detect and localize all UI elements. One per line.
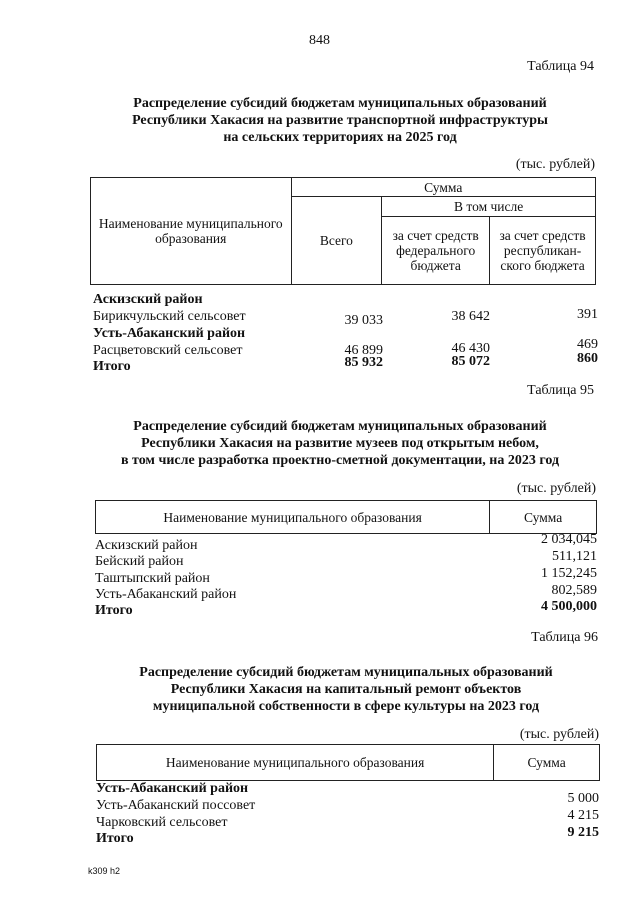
row-value: 9 215 <box>567 825 599 840</box>
col-header-name: Наименование муниципального образования <box>91 178 292 285</box>
title-line: Распределение субсидий бюджетам муниципальных образований <box>139 665 553 680</box>
table-96-body <box>96 781 599 845</box>
table-96-label: Таблица 96 <box>531 630 598 645</box>
row-name: Усть-Абаканский район <box>93 326 246 341</box>
row-federal: 46 430 <box>451 341 490 356</box>
row-republic: 860 <box>577 351 598 366</box>
col-header-federal: за счет средств федерального бюджета <box>382 217 490 285</box>
table-94-header <box>90 177 596 285</box>
row-name: Усть-Абаканский район <box>95 587 237 602</box>
table-94-label: Таблица 94 <box>527 59 594 74</box>
table-96-title <box>66 664 626 715</box>
row-value: 4 500,000 <box>541 599 597 614</box>
table-95-header <box>95 500 597 534</box>
table-95-label: Таблица 95 <box>527 383 594 398</box>
row-federal: 38 642 <box>451 309 490 324</box>
title-line: Республики Хакасия на развитие музеев под открытым небом, <box>141 436 539 451</box>
col-header-sum: Сумма <box>490 501 597 534</box>
footer-code: k309 h2 <box>88 866 121 876</box>
title-line: Распределение субсидий бюджетам муниципальных образований <box>133 96 547 111</box>
table-row <box>95 532 597 553</box>
row-name: Таштыпский район <box>95 571 210 586</box>
row-name: Бирикчульский сельсовет <box>93 309 246 324</box>
title-line: муниципальной собственности в сфере культуры на 2023 год <box>152 699 540 714</box>
table-row <box>96 808 599 830</box>
title-line: на сельских территориях на 2025 год <box>223 130 457 145</box>
table-94-body <box>93 292 598 372</box>
table-94-title <box>60 95 620 146</box>
table-row <box>96 781 599 797</box>
table-row <box>93 292 598 308</box>
row-name: Итого <box>93 359 131 374</box>
table-row <box>93 307 598 328</box>
row-value: 5 000 <box>567 791 599 806</box>
col-header-republic: за счет средств республикан-ского бюджета <box>490 217 596 285</box>
row-federal: 85 072 <box>451 354 490 369</box>
col-header-name: Наименование муниципального образования <box>96 501 490 534</box>
table-95-title <box>60 418 620 469</box>
table-row-total <box>93 351 598 375</box>
table-95-body <box>95 532 597 618</box>
col-header-sum: Сумма <box>494 745 600 781</box>
title-line: Распределение субсидий бюджетам муниципальных образований <box>133 419 547 434</box>
table-row-total <box>95 600 597 616</box>
row-name: Итого <box>96 831 134 846</box>
table-96-units: (тыс. рублей) <box>519 727 599 742</box>
page-number: 848 <box>309 33 330 48</box>
table-row-total <box>96 825 599 846</box>
row-name: Итого <box>95 603 133 618</box>
title-line: Республики Хакасия на капитальный ремонт объектов <box>170 682 522 697</box>
row-total: 46 899 <box>344 343 383 358</box>
row-value: 802,589 <box>551 583 597 598</box>
table-row <box>93 326 598 342</box>
col-header-total: Всего <box>291 197 382 285</box>
row-name: Бейский район <box>95 554 184 569</box>
row-total: 39 033 <box>344 313 383 328</box>
row-name: Аскизский район <box>93 292 203 307</box>
row-name: Чарковский сельсовет <box>96 815 228 830</box>
row-name: Аскизский район <box>95 538 198 553</box>
row-name: Расцветовский сельсовет <box>93 343 243 358</box>
row-value: 2 034,045 <box>541 532 597 547</box>
title-line: в том числе разработка проектно-сметной документации, на 2023 год <box>120 453 560 468</box>
row-name: Усть-Абаканский район <box>96 781 249 796</box>
row-republic: 391 <box>577 307 598 322</box>
table-95-units: (тыс. рублей) <box>516 481 596 496</box>
table-96-header <box>96 744 600 781</box>
title-line: Республики Хакасия на развитие транспортной инфраструктуры <box>132 113 548 128</box>
table-row <box>95 549 597 569</box>
row-name: Усть-Абаканский поссовет <box>96 798 256 813</box>
table-row <box>95 568 597 584</box>
row-total: 85 932 <box>344 355 383 370</box>
col-header-incl: В том числе <box>382 197 596 217</box>
row-value: 4 215 <box>567 808 599 823</box>
col-header-name: Наименование муниципального образования <box>97 745 494 781</box>
table-row <box>95 584 597 600</box>
table-row <box>96 791 599 813</box>
table-94-units: (тыс. рублей) <box>515 157 595 172</box>
row-value: 1 152,245 <box>541 566 597 581</box>
row-value: 511,121 <box>552 549 597 564</box>
col-header-sum: Сумма <box>291 178 596 197</box>
row-republic: 469 <box>577 337 598 352</box>
